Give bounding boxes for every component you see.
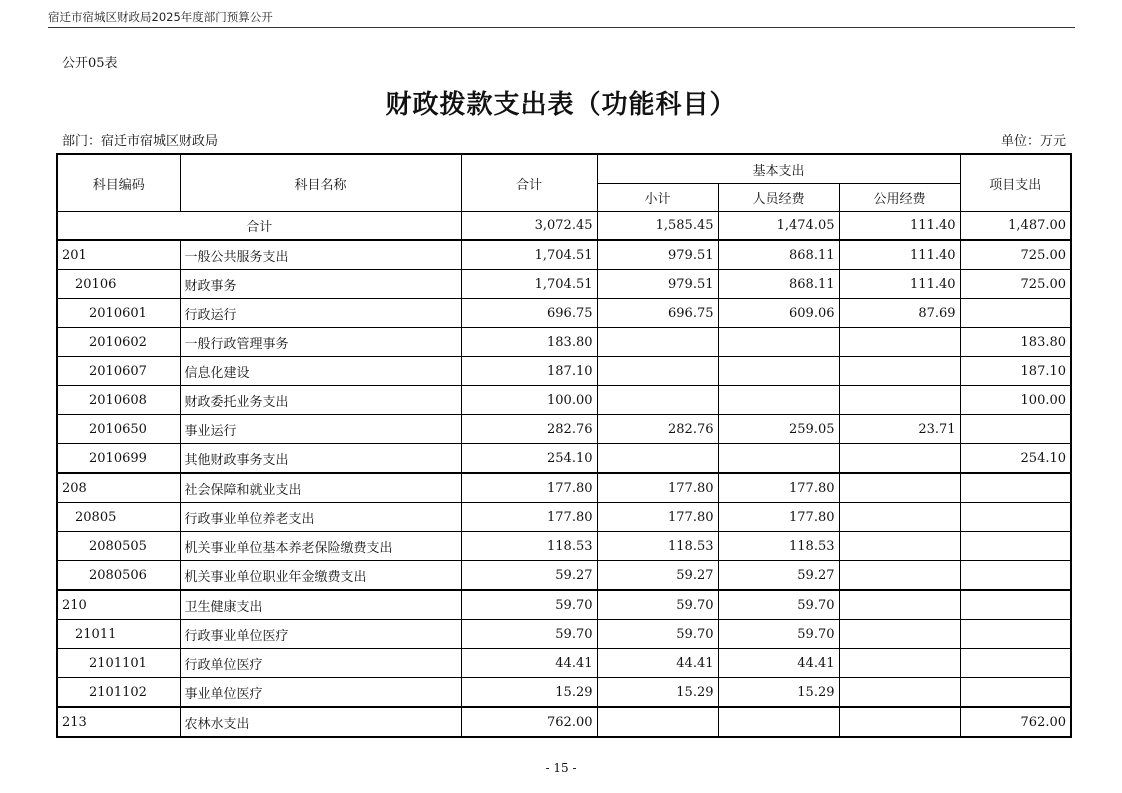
cell-project: 762.00 xyxy=(960,707,1071,737)
cell-public xyxy=(839,444,960,474)
cell-project: 100.00 xyxy=(960,386,1071,415)
cell-subtotal: 44.41 xyxy=(597,649,718,678)
cell-code: 2010607 xyxy=(57,357,180,386)
table-row xyxy=(57,473,1071,503)
cell-project xyxy=(960,503,1071,532)
department-label: 部门：宿迁市宿城区财政局 xyxy=(62,134,219,149)
table-row xyxy=(57,240,1071,270)
table-number: 公开05表 xyxy=(62,56,118,71)
cell-name: 行政单位医疗 xyxy=(180,649,461,678)
cell-public: 23.71 xyxy=(839,415,960,444)
cell-total: 183.80 xyxy=(461,328,597,357)
cell-personnel: 118.53 xyxy=(718,532,839,561)
cell-personnel xyxy=(718,357,839,386)
cell-code: 2010699 xyxy=(57,444,180,474)
table-row xyxy=(57,299,1071,328)
cell-code: 2010602 xyxy=(57,328,180,357)
total-cell-total: 3,072.45 xyxy=(461,212,597,241)
cell-personnel xyxy=(718,707,839,737)
cell-personnel: 59.70 xyxy=(718,590,839,620)
cell-project: 183.80 xyxy=(960,328,1071,357)
cell-public xyxy=(839,649,960,678)
cell-personnel xyxy=(718,444,839,474)
cell-personnel: 59.27 xyxy=(718,561,839,591)
cell-public xyxy=(839,357,960,386)
cell-personnel: 15.29 xyxy=(718,678,839,708)
cell-subtotal: 979.51 xyxy=(597,240,718,270)
total-row xyxy=(57,212,1071,241)
cell-code: 2101102 xyxy=(57,678,180,708)
cell-public xyxy=(839,503,960,532)
cell-name: 一般行政管理事务 xyxy=(180,328,461,357)
expenditure-table xyxy=(56,153,1072,738)
cell-personnel: 44.41 xyxy=(718,649,839,678)
cell-project xyxy=(960,678,1071,708)
cell-code: 2080505 xyxy=(57,532,180,561)
cell-total: 100.00 xyxy=(461,386,597,415)
cell-project: 187.10 xyxy=(960,357,1071,386)
table-row xyxy=(57,707,1071,737)
cell-personnel: 868.11 xyxy=(718,270,839,299)
table-row xyxy=(57,328,1071,357)
cell-subtotal xyxy=(597,707,718,737)
table-row xyxy=(57,503,1071,532)
cell-code: 213 xyxy=(57,707,180,737)
cell-total: 187.10 xyxy=(461,357,597,386)
cell-personnel: 177.80 xyxy=(718,503,839,532)
table-row xyxy=(57,415,1071,444)
cell-total: 15.29 xyxy=(461,678,597,708)
running-header: 宿迁市宿城区财政局2025年度部门预算公开 xyxy=(48,10,273,24)
total-cell-personnel: 1,474.05 xyxy=(718,212,839,241)
cell-public xyxy=(839,532,960,561)
cell-code: 2010650 xyxy=(57,415,180,444)
cell-code: 201 xyxy=(57,240,180,270)
table-row xyxy=(57,649,1071,678)
cell-total: 59.70 xyxy=(461,590,597,620)
cell-personnel: 868.11 xyxy=(718,240,839,270)
table-row xyxy=(57,561,1071,591)
total-cell-subtotal: 1,585.45 xyxy=(597,212,718,241)
total-label: 合计 xyxy=(57,212,461,241)
unit-label: 单位：万元 xyxy=(1000,134,1066,149)
table-row xyxy=(57,678,1071,708)
cell-personnel: 59.70 xyxy=(718,620,839,649)
cell-subtotal xyxy=(597,328,718,357)
cell-name: 卫生健康支出 xyxy=(180,590,461,620)
cell-total: 59.70 xyxy=(461,620,597,649)
table-row xyxy=(57,357,1071,386)
cell-name: 机关事业单位基本养老保险缴费支出 xyxy=(180,532,461,561)
table-row xyxy=(57,444,1071,474)
cell-code: 2010601 xyxy=(57,299,180,328)
col-header-basic: 基本支出 xyxy=(597,154,960,184)
cell-name: 行政事业单位养老支出 xyxy=(180,503,461,532)
cell-name: 信息化建设 xyxy=(180,357,461,386)
page-number: - 15 - xyxy=(545,761,577,775)
cell-project xyxy=(960,473,1071,503)
total-cell-project: 1,487.00 xyxy=(960,212,1071,241)
col-header-public: 公用经费 xyxy=(839,184,960,212)
cell-public: 87.69 xyxy=(839,299,960,328)
cell-total: 59.27 xyxy=(461,561,597,591)
cell-code: 2080506 xyxy=(57,561,180,591)
cell-project xyxy=(960,561,1071,591)
cell-subtotal: 59.27 xyxy=(597,561,718,591)
cell-subtotal: 696.75 xyxy=(597,299,718,328)
cell-code: 21011 xyxy=(57,620,180,649)
cell-name: 其他财政事务支出 xyxy=(180,444,461,474)
table-row xyxy=(57,532,1071,561)
cell-project: 254.10 xyxy=(960,444,1071,474)
cell-total: 1,704.51 xyxy=(461,240,597,270)
cell-total: 177.80 xyxy=(461,503,597,532)
cell-code: 208 xyxy=(57,473,180,503)
cell-name: 财政事务 xyxy=(180,270,461,299)
col-header-code: 科目编码 xyxy=(57,154,180,212)
cell-subtotal: 177.80 xyxy=(597,503,718,532)
cell-name: 财政委托业务支出 xyxy=(180,386,461,415)
table-row xyxy=(57,270,1071,299)
cell-name: 农林水支出 xyxy=(180,707,461,737)
cell-total: 696.75 xyxy=(461,299,597,328)
page-title: 财政拨款支出表（功能科目） xyxy=(385,90,737,120)
cell-code: 20106 xyxy=(57,270,180,299)
cell-total: 254.10 xyxy=(461,444,597,474)
cell-public: 111.40 xyxy=(839,270,960,299)
cell-project: 725.00 xyxy=(960,240,1071,270)
cell-total: 118.53 xyxy=(461,532,597,561)
cell-project xyxy=(960,649,1071,678)
cell-name: 行政运行 xyxy=(180,299,461,328)
cell-total: 282.76 xyxy=(461,415,597,444)
col-header-project: 项目支出 xyxy=(960,154,1071,212)
cell-subtotal xyxy=(597,386,718,415)
table-row xyxy=(57,590,1071,620)
cell-name: 社会保障和就业支出 xyxy=(180,473,461,503)
cell-name: 事业运行 xyxy=(180,415,461,444)
cell-project xyxy=(960,299,1071,328)
cell-project xyxy=(960,620,1071,649)
cell-subtotal: 177.80 xyxy=(597,473,718,503)
cell-subtotal: 282.76 xyxy=(597,415,718,444)
cell-personnel: 259.05 xyxy=(718,415,839,444)
cell-public: 111.40 xyxy=(839,240,960,270)
col-header-total: 合计 xyxy=(461,154,597,212)
col-header-subtotal: 小计 xyxy=(597,184,718,212)
cell-public xyxy=(839,590,960,620)
cell-name: 事业单位医疗 xyxy=(180,678,461,708)
cell-public xyxy=(839,678,960,708)
cell-total: 1,704.51 xyxy=(461,270,597,299)
total-cell-public: 111.40 xyxy=(839,212,960,241)
cell-public xyxy=(839,473,960,503)
cell-subtotal: 118.53 xyxy=(597,532,718,561)
cell-name: 一般公共服务支出 xyxy=(180,240,461,270)
cell-name: 机关事业单位职业年金缴费支出 xyxy=(180,561,461,591)
table-row xyxy=(57,386,1071,415)
col-header-personnel: 人员经费 xyxy=(718,184,839,212)
cell-personnel: 177.80 xyxy=(718,473,839,503)
cell-public xyxy=(839,328,960,357)
header-rule xyxy=(48,27,1075,28)
cell-total: 44.41 xyxy=(461,649,597,678)
cell-total: 762.00 xyxy=(461,707,597,737)
cell-code: 2101101 xyxy=(57,649,180,678)
cell-code: 2010608 xyxy=(57,386,180,415)
cell-public xyxy=(839,707,960,737)
col-header-name: 科目名称 xyxy=(180,154,461,212)
cell-project: 725.00 xyxy=(960,270,1071,299)
cell-subtotal: 15.29 xyxy=(597,678,718,708)
cell-code: 20805 xyxy=(57,503,180,532)
cell-subtotal: 979.51 xyxy=(597,270,718,299)
cell-personnel xyxy=(718,328,839,357)
cell-project xyxy=(960,590,1071,620)
cell-public xyxy=(839,386,960,415)
cell-public xyxy=(839,561,960,591)
cell-total: 177.80 xyxy=(461,473,597,503)
cell-code: 210 xyxy=(57,590,180,620)
cell-subtotal: 59.70 xyxy=(597,590,718,620)
cell-project xyxy=(960,415,1071,444)
cell-personnel: 609.06 xyxy=(718,299,839,328)
cell-project xyxy=(960,532,1071,561)
cell-name: 行政事业单位医疗 xyxy=(180,620,461,649)
cell-subtotal xyxy=(597,444,718,474)
cell-public xyxy=(839,620,960,649)
table-row xyxy=(57,620,1071,649)
cell-subtotal: 59.70 xyxy=(597,620,718,649)
cell-personnel xyxy=(718,386,839,415)
cell-subtotal xyxy=(597,357,718,386)
